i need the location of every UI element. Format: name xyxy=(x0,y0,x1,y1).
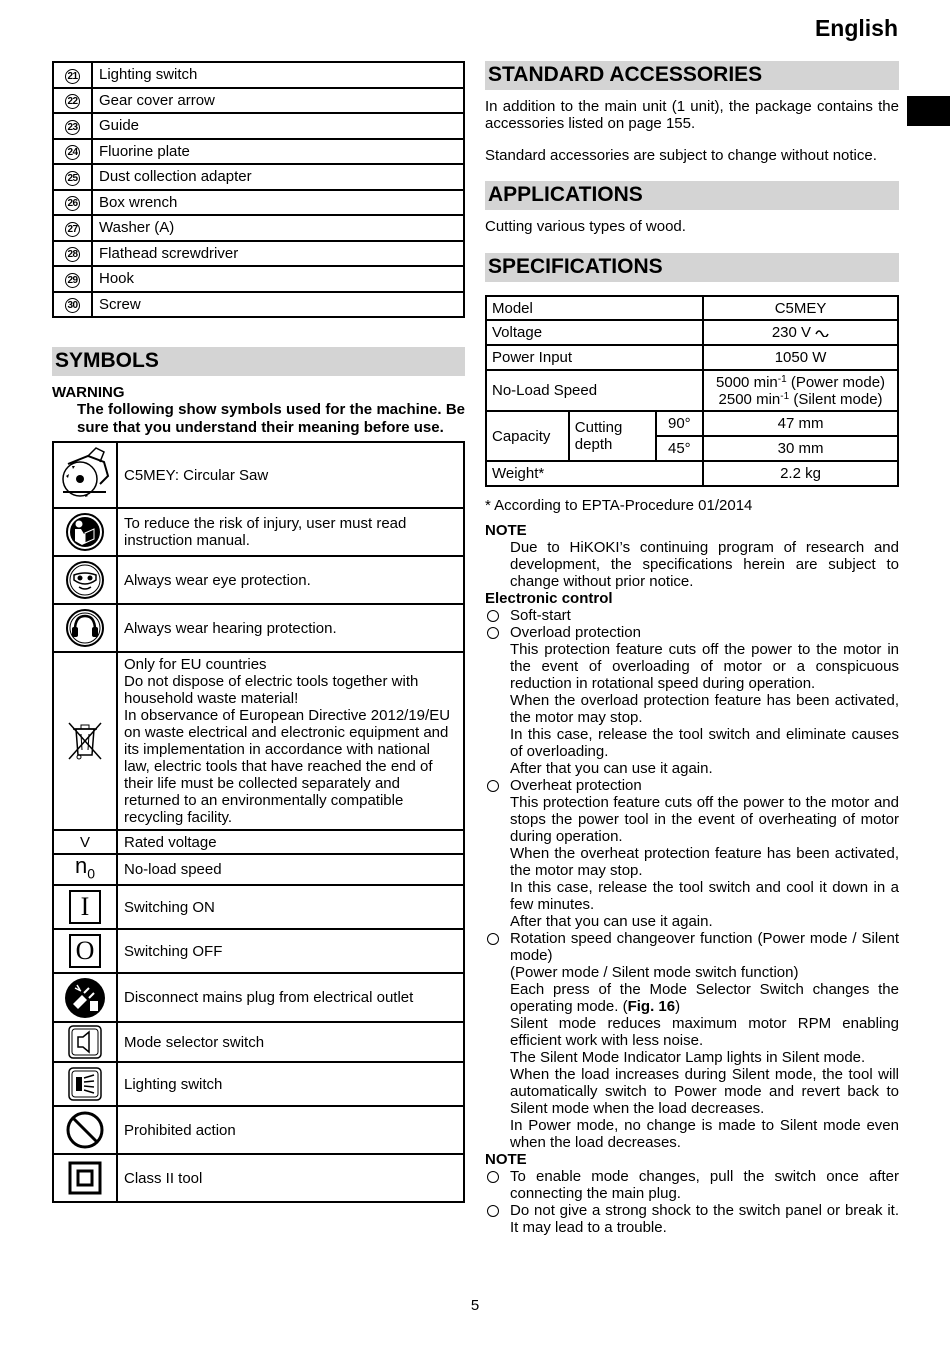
note-title: NOTE xyxy=(485,522,527,539)
part-number: 28 xyxy=(53,241,92,267)
voltage-value: 230 V xyxy=(771,324,812,341)
overheat-text: This protection feature cuts off the power to the motor and stops the power tool in the event of overheating of motor during operation. xyxy=(510,794,899,845)
overheat-text: In this case, release the tool switch and cool it down in a few minutes. xyxy=(510,879,899,913)
read-manual-icon xyxy=(53,508,117,556)
part-label: Screw xyxy=(92,292,464,318)
rotation-text: Each press of the Mode Selector Switch changes the operating mode. (Fig. 16) xyxy=(510,981,899,1015)
spec-angle: 45° xyxy=(656,436,703,461)
parts-row xyxy=(53,190,464,216)
ac-icon xyxy=(815,329,829,337)
parts-row xyxy=(53,292,464,318)
spec-row xyxy=(486,411,898,436)
spec-label: Cutting depth xyxy=(569,411,656,461)
symbol-row xyxy=(53,1022,464,1062)
symbol-row xyxy=(53,830,464,854)
applications-heading: APPLICATIONS xyxy=(485,181,899,210)
standard-accessories-heading: STANDARD ACCESSORIES xyxy=(485,61,899,90)
page-number: 5 xyxy=(470,1297,480,1314)
part-label: Hook xyxy=(92,266,464,292)
symbol-row xyxy=(53,973,464,1022)
overheat-text: After that you can use it again. xyxy=(510,913,713,930)
overheat-text: When the overheat protection feature has been activated, the motor may stop. xyxy=(510,845,899,879)
bullet-item: Overheat protection xyxy=(485,777,899,794)
spec-label: Voltage xyxy=(486,320,703,345)
symbol-row xyxy=(53,1062,464,1106)
no-load-speed-symbol xyxy=(53,854,117,885)
circular-saw-icon xyxy=(53,442,117,508)
symbol-desc: Disconnect mains plug from electrical outlet xyxy=(117,973,464,1022)
symbol-desc: No-load speed xyxy=(117,854,464,885)
part-number: 27 xyxy=(53,215,92,241)
symbol-desc: Always wear eye protection. xyxy=(117,556,464,604)
symbol-desc: Mode selector switch xyxy=(117,1022,464,1062)
warning-body: The following show symbols used for the machine. Be sure that you understand their meaning before use. xyxy=(77,401,465,436)
spec-label: Weight* xyxy=(486,461,703,486)
part-number: 29 xyxy=(53,266,92,292)
overload-text: After that you can use it again. xyxy=(510,760,713,777)
rotation-text: (Power mode / Silent mode switch function) xyxy=(510,964,799,981)
symbol-row xyxy=(53,1106,464,1154)
parts-row xyxy=(53,164,464,190)
parts-row xyxy=(53,215,464,241)
part-label: Box wrench xyxy=(92,190,464,216)
spec-value: C5MEY xyxy=(703,296,898,320)
symbol-desc: C5MEY: Circular Saw xyxy=(117,442,464,508)
spec-value: 1050 W xyxy=(703,345,898,370)
symbol-row xyxy=(53,885,464,929)
right-column xyxy=(485,61,899,1236)
spec-row xyxy=(486,370,898,411)
bullet-item: Overload protection xyxy=(485,624,899,641)
part-number: 30 xyxy=(53,292,92,318)
bullet-item: Do not give a strong shock to the switch panel or break it. It may lead to a trouble. xyxy=(485,1202,899,1236)
symbol-row xyxy=(53,556,464,604)
overload-text: This protection feature cuts off the power to the motor in the event of overloading of motor or a conspicuous reduction in rotational speed during operation. xyxy=(510,641,899,692)
symbol-desc: Class II tool xyxy=(117,1154,464,1202)
figure-reference: Fig. 16 xyxy=(627,998,676,1015)
mode-selector-icon xyxy=(53,1022,117,1062)
warning-title: WARNING xyxy=(52,384,125,401)
class-ii-icon xyxy=(53,1154,117,1202)
symbols-table xyxy=(52,441,465,1203)
parts-row xyxy=(53,62,464,88)
rotation-text: The Silent Mode Indicator Lamp lights in Silent mode. xyxy=(510,1049,866,1066)
note-title: NOTE xyxy=(485,1151,527,1168)
part-number: 22 xyxy=(53,88,92,114)
part-number: 24 xyxy=(53,139,92,165)
symbol-row xyxy=(53,1154,464,1202)
part-number: 21 xyxy=(53,62,92,88)
disconnect-plug-icon xyxy=(53,973,117,1022)
spec-angle: 90° xyxy=(656,411,703,436)
spec-label: Power Input xyxy=(486,345,703,370)
spec-value: 5000 $\min^{-1}$ (Power mode) 2500 $\min^{-1}$ (Silent mode) xyxy=(703,370,898,411)
lighting-switch-icon xyxy=(53,1062,117,1106)
parts-list-table xyxy=(52,61,465,318)
section-tab-marker xyxy=(907,96,950,126)
hearing-protection-icon xyxy=(53,604,117,652)
part-number: 25 xyxy=(53,164,92,190)
left-column xyxy=(52,61,465,1203)
spec-row xyxy=(486,320,898,345)
symbol-row xyxy=(53,508,464,556)
part-number: 23 xyxy=(53,113,92,139)
eye-protection-icon xyxy=(53,556,117,604)
part-label: Flathead screwdriver xyxy=(92,241,464,267)
symbol-row xyxy=(53,604,464,652)
symbols-heading: SYMBOLS xyxy=(52,347,465,376)
applications-text: Cutting various types of wood. xyxy=(485,218,686,235)
symbol-desc: To reduce the risk of injury, user must read instruction manual. xyxy=(117,508,464,556)
spec-value: 2.2 kg xyxy=(703,461,898,486)
rotation-text: Silent mode reduces maximum motor RPM enabling efficient work with less noise. xyxy=(510,1015,899,1049)
part-label: Gear cover arrow xyxy=(92,88,464,114)
overload-text: When the overload protection feature has been activated, the motor may stop. xyxy=(510,692,899,726)
spec-row xyxy=(486,345,898,370)
symbol-row xyxy=(53,652,464,830)
spec-label: Capacity xyxy=(486,411,569,461)
rotation-text: When the load increases during Silent mode, the tool will automatically switch to Power mode and revert back to Silent mode when the load decreases. xyxy=(510,1066,899,1117)
specifications-heading: SPECIFICATIONS xyxy=(485,253,899,282)
spec-label: Model xyxy=(486,296,703,320)
parts-row xyxy=(53,113,464,139)
note-body: Due to HiKOKI’s continuing program of research and development, the specifications herein are subject to change without prior notice. xyxy=(510,539,899,590)
symbol-desc: Lighting switch xyxy=(117,1062,464,1106)
parts-row xyxy=(53,88,464,114)
bullet-item: Soft-start xyxy=(485,607,899,624)
spec-value: 30 mm xyxy=(703,436,898,461)
n-subscript: 0 xyxy=(87,865,96,882)
rotation-text: In Power mode, no change is made to Silent mode even when the load decreases. xyxy=(510,1117,899,1151)
accessories-change-notice: Standard accessories are subject to change without notice. xyxy=(485,147,877,164)
symbol-row xyxy=(53,929,464,973)
symbol-desc: Always wear hearing protection. xyxy=(117,604,464,652)
parts-row xyxy=(53,266,464,292)
symbol-row xyxy=(53,854,464,885)
spec-value: 47 mm xyxy=(703,411,898,436)
part-number: 26 xyxy=(53,190,92,216)
spec-value xyxy=(703,320,898,345)
symbol-desc: Switching OFF xyxy=(117,929,464,973)
n-letter: n xyxy=(74,853,88,878)
symbol-desc: Switching ON xyxy=(117,885,464,929)
part-label: Dust collection adapter xyxy=(92,164,464,190)
spec-row xyxy=(486,461,898,486)
symbol-desc: Only for EU countries Do not dispose of electric tools together with household waste material! In observance of European Directive 2012/19/EU on waste electrical and electronic equipment and its implementation in accordance with national law, electric tools that have reached the end of their life must be collected separately and returned to an environmentally compatible recycling facility. xyxy=(117,652,464,830)
switch-on-icon: I xyxy=(53,885,117,929)
accessories-paragraph: In addition to the main unit (1 unit), the package contains the accessories listed on page 155. xyxy=(485,98,899,132)
symbol-desc: Prohibited action xyxy=(117,1106,464,1154)
overload-text: In this case, release the tool switch and eliminate causes of overloading. xyxy=(510,726,899,760)
crossed-bin-icon xyxy=(53,652,117,830)
language-label: English xyxy=(814,15,898,41)
part-label: Washer (A) xyxy=(92,215,464,241)
parts-row xyxy=(53,139,464,165)
symbol-row xyxy=(53,442,464,508)
part-label: Guide xyxy=(92,113,464,139)
bullet-item: Rotation speed changeover function (Power mode / Silent mode) xyxy=(485,930,899,964)
part-label: Fluorine plate xyxy=(92,139,464,165)
specifications-table xyxy=(485,295,899,487)
prohibited-icon xyxy=(53,1106,117,1154)
switch-off-icon: O xyxy=(53,929,117,973)
spec-row xyxy=(486,296,898,320)
parts-row xyxy=(53,241,464,267)
bullet-item: To enable mode changes, pull the switch once after connecting the main plug. xyxy=(485,1168,899,1202)
spec-footnote: * According to EPTA-Procedure 01/2014 xyxy=(485,497,753,514)
part-label: Lighting switch xyxy=(92,62,464,88)
symbol-desc: Rated voltage xyxy=(117,830,464,854)
spec-label: No-Load Speed xyxy=(486,370,703,411)
voltage-symbol: V xyxy=(53,830,117,854)
electronic-control-title: Electronic control xyxy=(485,590,613,607)
